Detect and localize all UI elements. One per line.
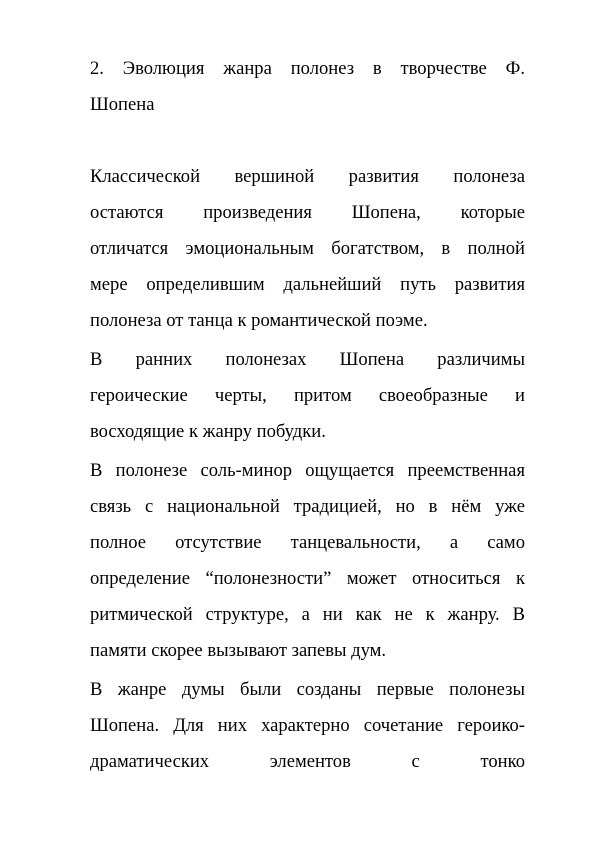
paragraph-line: остаются произведения Шопена, которые <box>90 202 525 223</box>
paragraph-line: отличатся эмоциональным богатством, в полной <box>90 238 525 259</box>
heading-line: 2. Эволюция жанра полонез в творчестве Ф. <box>90 58 525 79</box>
paragraph-line: Классической вершиной развития полонеза <box>90 166 525 187</box>
paragraph-line: героические черты, притом своеобразные и <box>90 385 525 406</box>
paragraph-line: восходящие к жанру побудки. <box>90 421 326 442</box>
text-column <box>90 51 525 780</box>
paragraph-line: драматических элементов с тонко <box>90 751 525 772</box>
paragraph-line: ритмической структуре, а ни как не к жанру. В <box>90 604 525 625</box>
paragraph-line: полное отсутствие танцевальности, а само <box>90 532 525 553</box>
paragraph-line: связь с национальной традицией, но в нём уже <box>90 496 525 517</box>
paragraph-line: Шопена. Для них характерно сочетание героико- <box>90 715 525 736</box>
heading <box>90 51 525 123</box>
paragraph <box>90 159 525 339</box>
paragraph-line: мере определившим дальнейший путь развития <box>90 274 525 295</box>
heading-line: Шопена <box>90 94 155 115</box>
paragraph-line: памяти скорее вызывают запевы дум. <box>90 640 387 661</box>
blank-line <box>90 123 525 159</box>
paragraph <box>90 672 525 780</box>
paragraph <box>90 342 525 450</box>
paragraph-line: В ранних полонезах Шопена различимы <box>90 349 525 370</box>
paragraph-line: В жанре думы были созданы первые полонезы <box>90 679 525 700</box>
paragraph <box>90 453 525 669</box>
paragraph-line: полонеза от танца к романтической поэме. <box>90 310 428 331</box>
paragraph-line: определение “полонезности” может относиться к <box>90 568 525 589</box>
paragraph-line: В полонезе соль-минор ощущается преемственная <box>90 460 525 481</box>
